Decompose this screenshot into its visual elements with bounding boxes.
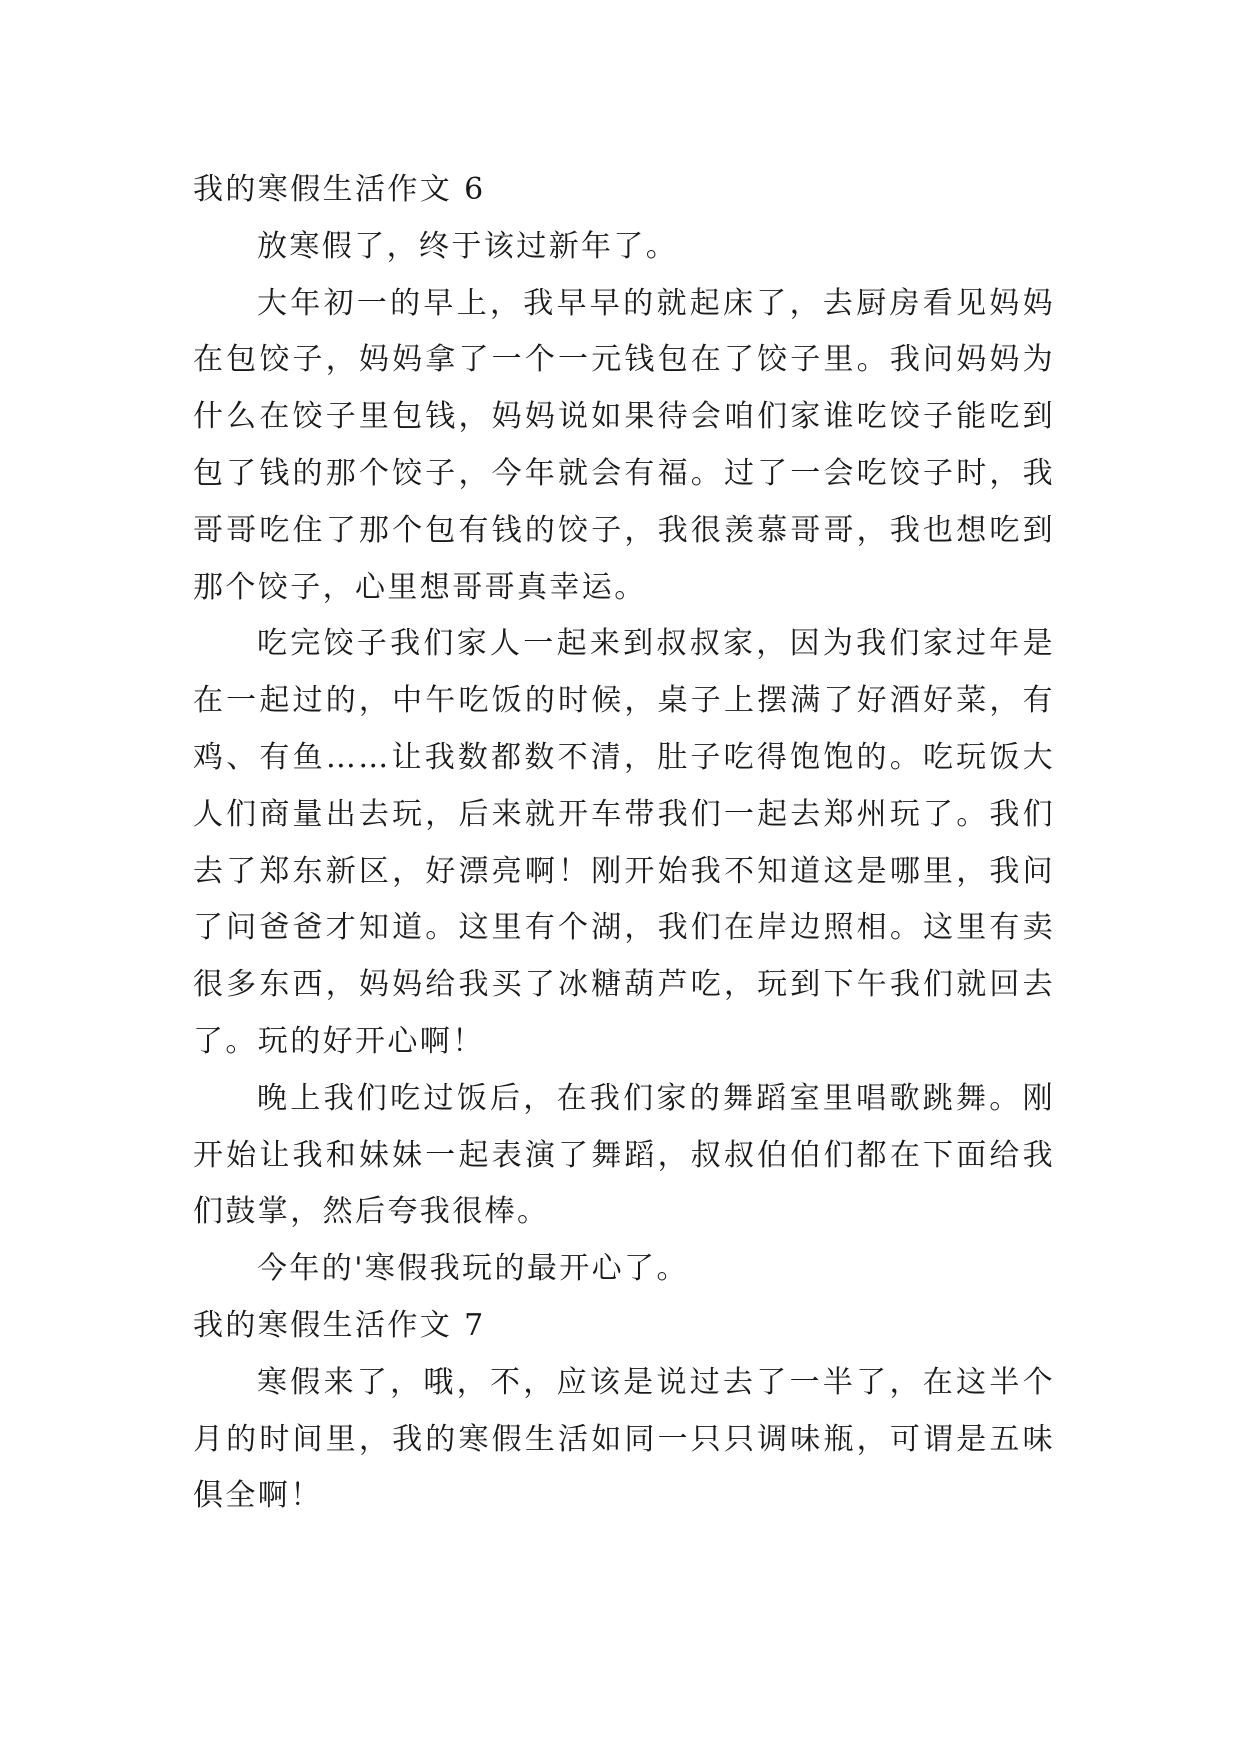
essay-heading: 我的寒假生活作文 7 bbox=[193, 1307, 486, 1343]
document-body bbox=[193, 162, 1055, 1525]
essay-section bbox=[193, 1298, 1055, 1525]
essay-paragraph: 今年的'寒假我玩的最开心了。 bbox=[257, 1251, 689, 1287]
essay-paragraph: 寒假来了，哦，不，应该是说过去了一半了，在这半个月的时间里，我的寒假生活如同一只只调味瓶，可谓是五味俱全啊！ bbox=[193, 1364, 1055, 1514]
essay-paragraph: 放寒假了，终于该过新年了。 bbox=[257, 228, 679, 264]
essay-heading: 我的寒假生活作文 6 bbox=[193, 172, 486, 207]
essay-paragraph: 晚上我们吃过饭后，在我们家的舞蹈室里唱歌跳舞。刚开始让我和妹妹一起表演了舞蹈，叔叔伯伯们都在下面给我们鼓掌，然后夸我很棒。 bbox=[193, 1080, 1055, 1230]
essay-paragraph: 大年初一的早上，我早早的就起床了，去厨房看见妈妈在包饺子，妈妈拿了一个一元钱包在了饺子里。我问妈妈为什么在饺子里包钱，妈妈说如果待会咱们家谁吃饺子能吃到包了钱的那个饺子，今年就会有福。过了一会吃饺子时，我哥哥吃住了那个包有钱的饺子，我很羡慕哥哥，我也想吃到那个饺子，心里想哥哥真幸运。 bbox=[193, 285, 1055, 605]
essay-paragraph: 吃完饺子我们家人一起来到叔叔家，因为我们家过年是在一起过的，中午吃饭的时候，桌子上摆满了好酒好菜，有鸡、有鱼……让我数都数不清，肚子吃得饱饱的。吃玩饭大人们商量出去玩，后来就开车带我们一起去郑州玩了。我们去了郑东新区，好漂亮啊！刚开始我不知道这是哪里，我问了问爸爸才知道。这里有个湖，我们在岸边照相。这里有卖很多东西，妈妈给我买了冰糖葫芦吃，玩到下午我们就回去了。玩的好开心啊！ bbox=[193, 626, 1055, 1059]
essay-section bbox=[193, 162, 1055, 1298]
